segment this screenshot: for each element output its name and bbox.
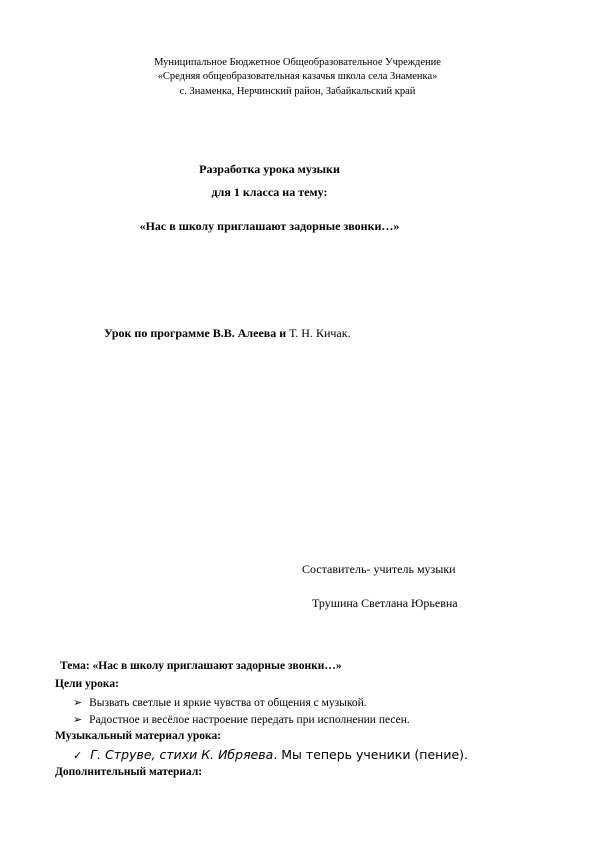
lesson-theme: Тема: «Нас в школу приглашают задорные звонки…» [60,660,342,672]
arrow-bullet-icon: ➢ [73,696,83,709]
checkmark-icon: ✓ [73,749,83,762]
author-role: Составитель- учитель музыки [302,562,456,576]
material-composer: Г. Струве, стихи К. Ибряева [90,747,274,762]
lesson-topic: «Нас в школу приглашают задорные звонки…» [139,219,400,233]
material-song: . Мы теперь ученики (пение). [273,747,468,762]
goal-item [73,696,367,709]
extra-material-heading: Дополнительный материал: [55,766,203,778]
goal-text: Радостное и весёлое настроение передать при исполнении песен. [89,714,410,726]
school-name-line2: «Средняя общеобразовательная казачья школа села Знаменка» [157,71,438,82]
program-authors-bold: Урок по программе В.В. Алеева и [104,326,287,340]
goal-text: Вызвать светлые и яркие чувства от общения с музыкой. [89,697,367,709]
school-address: с. Знаменка, Нерчинский район, Забайкальский край [179,86,416,97]
arrow-bullet-icon: ➢ [73,713,83,726]
music-material-item [73,746,468,764]
author-name: Трушина Светлана Юрьевна [312,596,458,610]
school-name-line1: Муниципальное Бюджетное Общеобразовательное Учреждение [154,57,441,68]
goals-heading: Цели урока: [55,678,119,690]
program-authors-normal: Т. Н. Кичак. [289,326,351,340]
program-line [104,326,351,341]
lesson-title-line2: для 1 класса на тему: [211,185,328,199]
goal-item [73,713,410,726]
music-material-heading: Музыкальный материал урока: [55,730,222,742]
lesson-title-line1: Разработка урока музыки [199,162,340,176]
